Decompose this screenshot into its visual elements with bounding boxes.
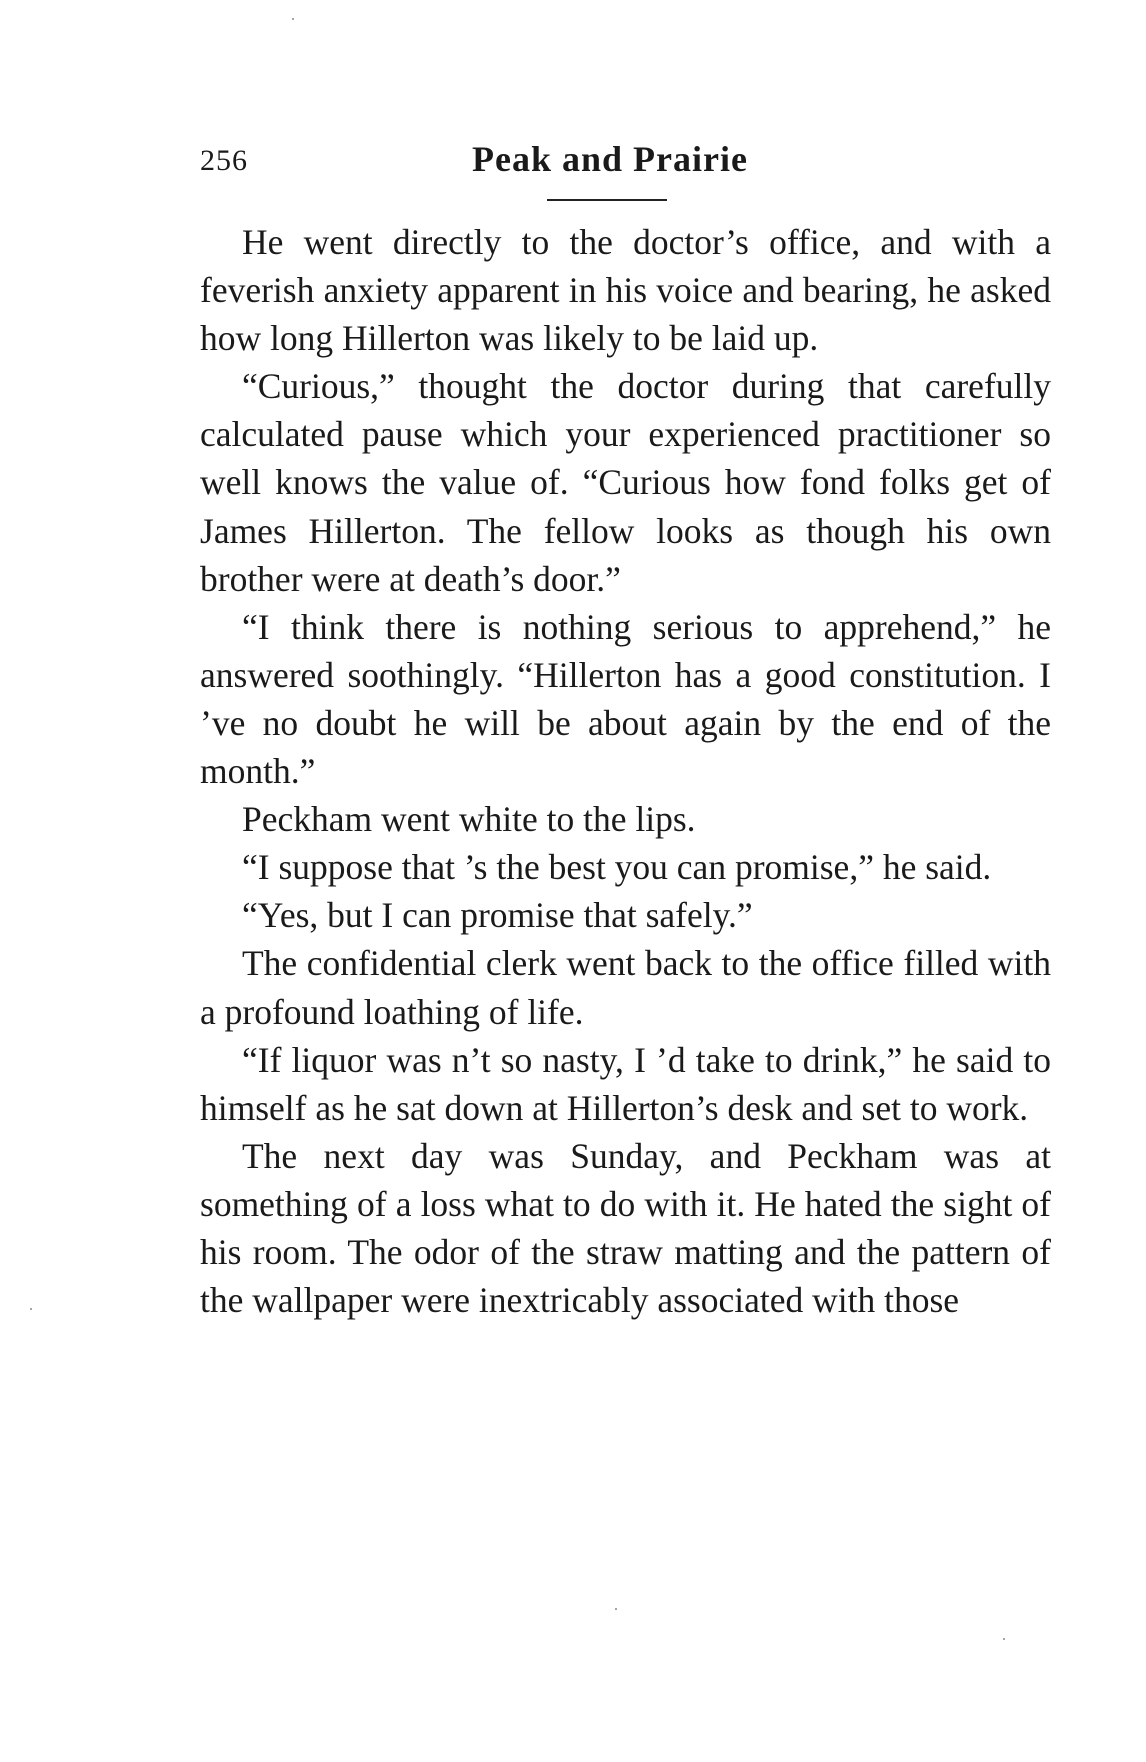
running-title: Peak and Prairie — [472, 139, 748, 179]
paragraph: “If liquor was n’t so nasty, I ’d take to drink,” he said to himself as he sat down at Hillerton’s desk and set to work. — [200, 1039, 1051, 1128]
paragraph: He went directly to the doctor’s office, and with a feverish anxiety apparent in his voice and bearing, he asked how long Hillerton was likely to be laid up. — [200, 222, 1051, 359]
paragraph: “Yes, but I can promise that safely.” — [242, 895, 753, 936]
header-rule — [547, 199, 667, 201]
paper-speck — [615, 1608, 617, 1610]
paper-speck — [1003, 1638, 1005, 1640]
paragraph: Peckham went white to the lips. — [242, 799, 696, 840]
body-text — [200, 218, 1051, 1324]
paper-speck — [292, 18, 294, 20]
paragraph: The next day was Sunday, and Peckham was at something of a loss what to do with it. He hated the sight of his room. The odor of the straw matting and the pattern of the wallpaper were inextricably associated with those — [200, 1135, 1051, 1321]
paragraph: “I suppose that ’s the best you can promise,” he said. — [242, 847, 992, 888]
paragraph: “Curious,” thought the doctor during that carefully calculated pause which your experienced practitioner so well knows the value of. “Curious how fond folks get of James Hillerton. The fellow looks as though his own brother were at death’s door.” — [200, 366, 1051, 599]
paragraph: “I think there is nothing serious to apprehend,” he answered soothingly. “Hillerton has a good constitution. I ’ve no doubt he will be about again by the end of the month.” — [200, 606, 1051, 792]
page-number: 256 — [200, 144, 248, 177]
running-head — [200, 138, 1050, 188]
paper-speck — [30, 1308, 32, 1310]
paragraph: The confidential clerk went back to the office filled with a profound loathing of life. — [200, 943, 1051, 1032]
